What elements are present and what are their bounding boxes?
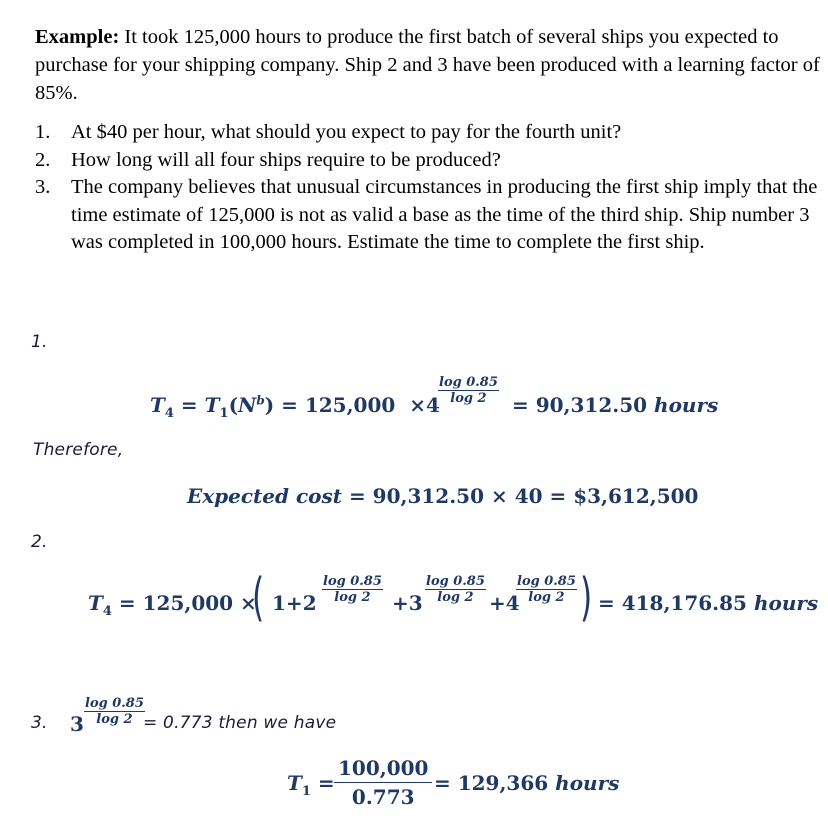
exponent-numerator: log 0.85 bbox=[426, 574, 485, 589]
problem-intro bbox=[35, 23, 820, 107]
expected-cost-value: = 90,312.50 × 40 = $3,612,500 bbox=[348, 484, 699, 508]
part3-fraction bbox=[334, 756, 432, 809]
part2-term-four: +4 bbox=[489, 591, 520, 615]
right-paren: ) bbox=[580, 568, 593, 628]
base-two: 2 bbox=[302, 591, 317, 615]
question-item bbox=[35, 119, 820, 147]
part3-label: 3. bbox=[31, 713, 48, 733]
part3-t1-label: $T_1$ = bbox=[287, 771, 335, 799]
part2-label: 2. bbox=[31, 532, 48, 552]
question-text: The company believes that unusual circumstances in producing the first ship imply that the time estimate of 125,000 is not as valid a base as the time of the third ship. Ship number 3 was completed in 100,000 hours. Estimate the time to complete the first ship. bbox=[71, 176, 818, 253]
question-item bbox=[35, 174, 820, 257]
term-one: 1+ bbox=[272, 591, 303, 615]
part2-exponent-a bbox=[322, 574, 383, 605]
part1-exponent bbox=[438, 375, 499, 406]
question-list bbox=[35, 119, 820, 257]
left-paren: ( bbox=[252, 568, 265, 628]
part3-base: 3 bbox=[70, 712, 84, 736]
part3-exponent bbox=[84, 696, 145, 727]
part1-equation-lhs: $T_4 = T_1(N^b) = 125,000 \times 4$ bbox=[150, 393, 440, 421]
exponent-numerator: log 0.85 bbox=[517, 574, 576, 589]
expected-cost-label: Expected cost bbox=[187, 484, 342, 508]
problem-statement bbox=[35, 23, 820, 257]
part1-equation-rhs: = 90,312.50 hours bbox=[512, 393, 719, 417]
part1-label: 1. bbox=[31, 332, 48, 352]
exponent-denominator: log 2 bbox=[528, 590, 565, 605]
part3-value-text: = 0.773 then we have bbox=[143, 713, 337, 733]
part2-rhs: = 418,176.85 hours bbox=[598, 591, 819, 615]
question-number: 1. bbox=[35, 121, 51, 143]
exponent-numerator: log 0.85 bbox=[85, 696, 144, 711]
expected-cost-equation bbox=[187, 484, 698, 508]
therefore-text: Therefore, bbox=[33, 440, 124, 460]
exponent-numerator: log 0.85 bbox=[323, 574, 382, 589]
exponent-denominator: log 2 bbox=[96, 712, 133, 727]
question-number: 3. bbox=[35, 176, 51, 198]
question-text: At $40 per hour, what should you expect to pay for the fourth unit? bbox=[71, 121, 622, 143]
exponent-denominator: log 2 bbox=[450, 391, 487, 406]
exponent-numerator: log 0.85 bbox=[439, 375, 498, 390]
part2-exponent-c bbox=[516, 574, 577, 605]
exponent-denominator: log 2 bbox=[334, 590, 371, 605]
fraction-numerator: 100,000 bbox=[334, 756, 432, 783]
part2-lhs: $T_4 = 125,000$ × bbox=[88, 591, 257, 619]
fraction-denominator: 0.773 bbox=[351, 785, 415, 809]
intro-text: It took 125,000 hours to produce the first batch of several ships you expected to purchase for your shipping company. Ship 2 and 3 have been produced with a learning factor of 85%. bbox=[35, 26, 820, 104]
exponent-denominator: log 2 bbox=[437, 590, 474, 605]
question-item bbox=[35, 147, 820, 175]
part2-exponent-b bbox=[425, 574, 486, 605]
question-number: 2. bbox=[35, 148, 51, 171]
example-label: Example: bbox=[35, 26, 120, 48]
part2-term-one bbox=[272, 591, 317, 615]
question-text: How long will all four ships require to be produced? bbox=[71, 148, 501, 171]
part3-result: = 129,366 hours bbox=[434, 771, 620, 795]
part2-term-three: +3 bbox=[392, 591, 423, 615]
